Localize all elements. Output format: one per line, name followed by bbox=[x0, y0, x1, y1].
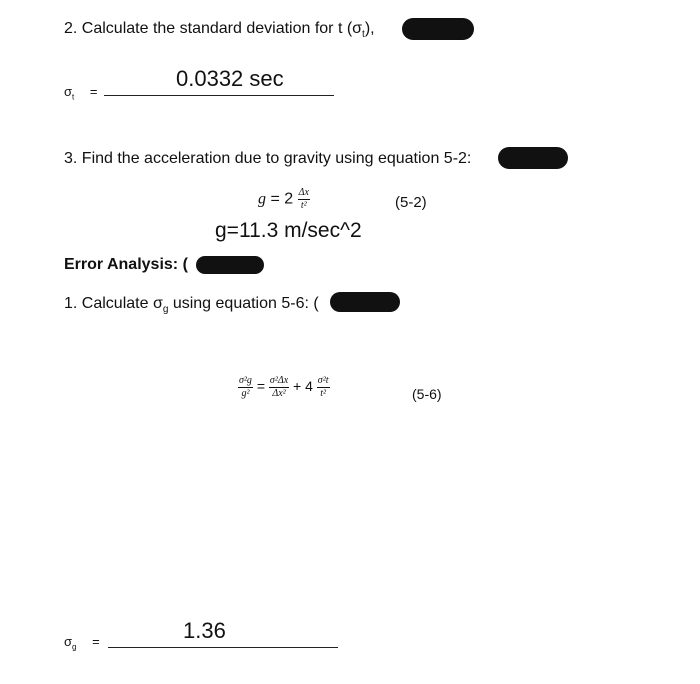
question-2-prompt: 2. Calculate the standard deviation for t $(\sigma_t)$, bbox=[64, 20, 375, 41]
sigma-g-label: $\sigma_g$ = bbox=[64, 634, 100, 652]
redacted-points bbox=[330, 292, 400, 312]
question-3-prompt: 3. Find the acceleration due to gravity using equation 5-2: bbox=[64, 150, 472, 167]
fraction: $\frac{\Delta x}{\text{t²}}$ bbox=[298, 187, 309, 211]
redacted-points bbox=[498, 147, 568, 169]
answer-line bbox=[104, 95, 334, 96]
error-analysis-heading: Error Analysis: ( bbox=[64, 256, 188, 273]
equation-number: (5-2) bbox=[395, 194, 427, 211]
fraction: $\frac{\text{σ²g}}{\text{g²}}$ bbox=[239, 375, 252, 399]
fraction: $\frac{\text{σ²Δx}}{\text{Δx²}}$ bbox=[269, 375, 289, 399]
redacted-points bbox=[402, 18, 474, 40]
redacted-points bbox=[196, 256, 264, 274]
equation-5-2: g = 2 $\frac{\Delta x}{\text{t²}}$ bbox=[258, 187, 309, 211]
equation-number: (5-6) bbox=[412, 386, 442, 402]
sigma-t-answer: 0.0332 sec bbox=[176, 66, 284, 91]
equation-5-6: $\frac{\text{σ²g}}{\text{g²}}$ = $\frac{\text{σ²Δx}}{\text{Δx²}}$ + 4 $\frac{\text{σ²t}}{\text{t²}}$ bbox=[239, 375, 329, 399]
answer-line bbox=[108, 647, 338, 648]
gravity-answer: g=11.3 m/sec^2 bbox=[215, 219, 362, 242]
error-question-1-prompt: 1. Calculate $\sigma_g$ using equation 5-6: ( bbox=[64, 295, 319, 316]
sigma-g-answer: 1.36 bbox=[183, 618, 226, 643]
fraction: $\frac{\text{σ²t}}{\text{t²}}$ bbox=[317, 375, 329, 399]
sigma-t-label: $\sigma_t$ = bbox=[64, 84, 98, 102]
